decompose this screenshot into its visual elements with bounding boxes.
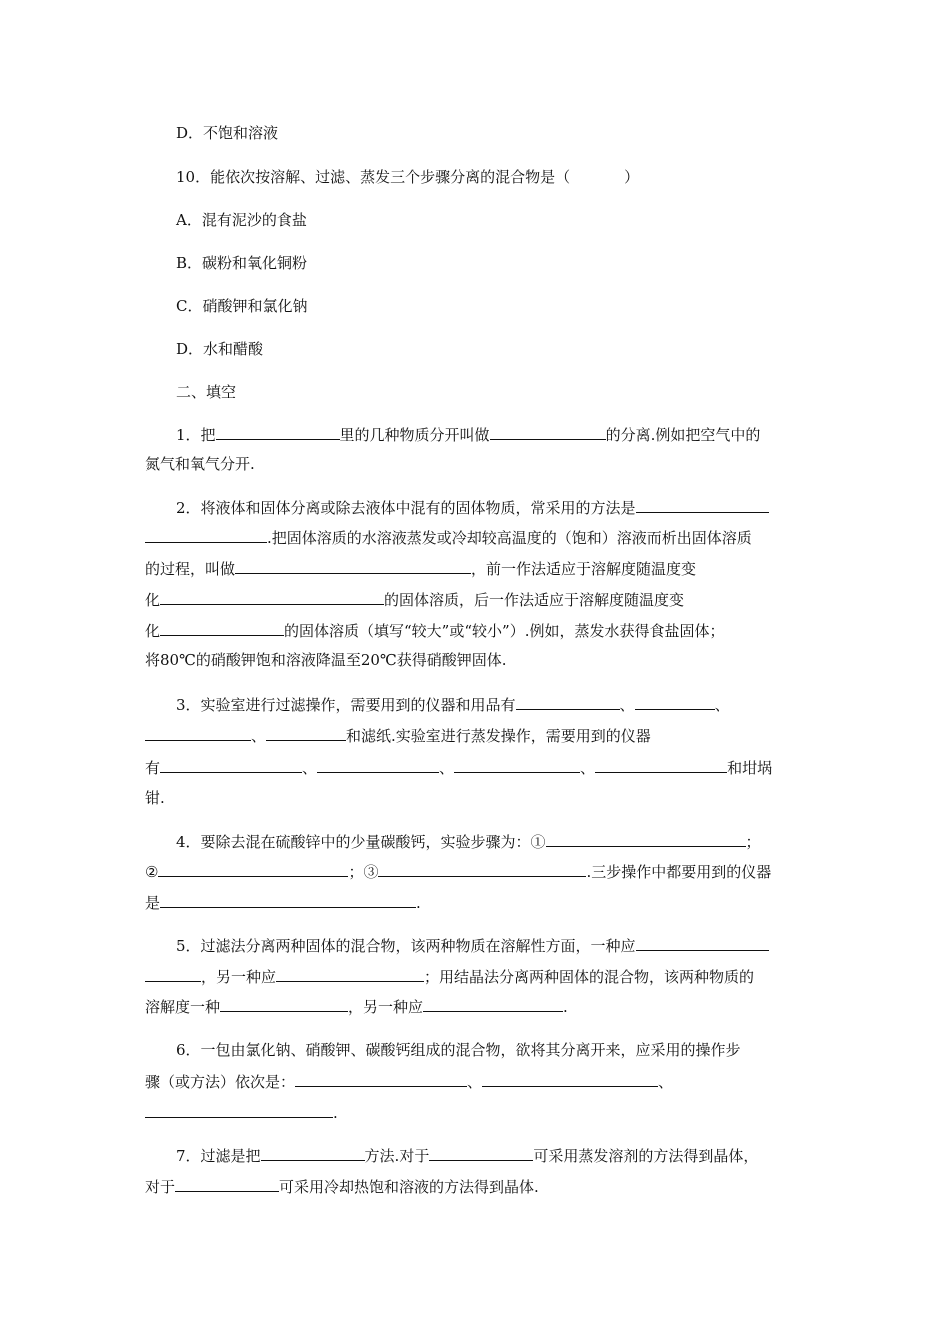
fill-3-line-3 (145, 757, 772, 778)
fill-4-text-a: 4．要除去混在硫酸锌中的少量碳酸钙，实验步骤为：① (176, 833, 546, 851)
fill-5-blank-1b[interactable] (145, 966, 201, 982)
fill-4-circle-3: ③ (363, 863, 379, 881)
fill-7-blank-2[interactable] (429, 1145, 533, 1161)
fill-6-blank-1[interactable] (295, 1071, 467, 1087)
fill-7-line-2 (145, 1176, 539, 1197)
fill-2-text-b: .把固体溶质的水溶液蒸发或冷却较高温度的（饱和）溶液而析出固体溶质 (267, 529, 752, 547)
fill-2-text-c: 的过程，叫做 (145, 560, 236, 578)
fill-2-line-4 (145, 589, 684, 610)
fill-1-text-a: 1．把 (176, 426, 216, 444)
fill-3-sep: 、 (302, 759, 318, 777)
fill-5-line-2 (145, 966, 754, 987)
fill-3-sep: 、 (251, 727, 267, 745)
fill-6-line-1: 6．一包由氯化钠、硝酸钾、碳酸钙组成的混合物，欲将其分离开来，应采用的操作步 (176, 1041, 741, 1059)
fill-3-blank-8[interactable] (595, 757, 727, 773)
fill-2-line-5 (145, 620, 724, 641)
fill-4-dot: . (416, 894, 421, 912)
fill-1-line-1 (176, 424, 760, 445)
fill-3-blank-6[interactable] (317, 757, 439, 773)
fill-6-blank-2[interactable] (482, 1071, 658, 1087)
fill-4-blank-4[interactable] (160, 892, 416, 908)
fill-4-blank-1[interactable] (546, 831, 746, 847)
fill-7-blank-3[interactable] (175, 1176, 279, 1192)
q10-stem (176, 167, 639, 187)
fill-2-text-i: 将80℃的硝酸钾饱和溶液降温至20℃获得硝酸钾固体. (145, 651, 507, 669)
fill-6-line-2 (145, 1071, 673, 1092)
q10-stem-text: 10．能依次按溶解、过滤、蒸发三个步骤分离的混合物是（ (176, 168, 571, 186)
q10-option-c: C．硝酸钾和氯化钠 (176, 297, 308, 315)
fill-4-circle-2: ② (145, 863, 159, 881)
fill-2-line-1 (176, 497, 769, 518)
fill-4-blank-3[interactable] (378, 861, 586, 877)
fill-3-text-c: 有 (145, 759, 161, 777)
fill-3-text-b: 和滤纸.实验室进行蒸发操作，需要用到的仪器 (346, 727, 651, 745)
fill-3-line-1 (176, 694, 730, 715)
fill-3-text-a: 3．实验室进行过滤操作，需要用到的仪器和用品有 (176, 696, 516, 714)
section-heading: 二、填空 (176, 383, 237, 401)
fill-2-line-2 (145, 527, 752, 548)
fill-5-text-e: ，另一种应 (348, 998, 424, 1016)
fill-2-blank-1a[interactable] (636, 497, 769, 513)
fill-6-sep: 、 (467, 1073, 483, 1091)
fill-1-blank-2[interactable] (490, 424, 606, 440)
q10-option-d: D．水和醋酸 (176, 340, 264, 358)
fill-4-line-2 (145, 861, 771, 882)
fill-6-dot: . (333, 1104, 338, 1122)
fill-5-text-d: 溶解度一种 (145, 998, 221, 1016)
fill-2-text-g: 化 (145, 622, 161, 640)
fill-3-blank-7[interactable] (454, 757, 580, 773)
fill-5-line-1 (176, 935, 769, 956)
fill-6-blank-3[interactable] (145, 1102, 333, 1118)
fill-2-text-d: ，前一作法适应于溶解度随温度变 (471, 560, 697, 578)
fill-5-text-c: ；用结晶法分离两种固体的混合物，该两种物质的 (424, 968, 755, 986)
fill-2-text-a: 2．将液体和固体分离或除去液体中混有的固体物质，常采用的方法是 (176, 499, 636, 517)
fill-3-sep: 、 (580, 759, 596, 777)
fill-1-text-b: 里的几种物质分开叫做 (339, 426, 490, 444)
fill-7-text-a: 7．过滤是把 (176, 1147, 261, 1165)
fill-4-text-b: .三步操作中都要用到的仪器 (586, 863, 772, 881)
q10-option-a: A．混有泥沙的食盐 (176, 211, 307, 229)
fill-7-text-d: 对于 (145, 1178, 176, 1196)
fill-6-text-b: 骤（或方法）依次是： (145, 1073, 296, 1091)
fill-7-line-1 (176, 1145, 758, 1166)
fill-2-text-e: 化 (145, 591, 161, 609)
fill-3-blank-5[interactable] (160, 757, 302, 773)
fill-1-text-d: 氮气和氧气分开. (145, 455, 255, 473)
fill-3-sep: 、 (439, 759, 455, 777)
fill-1-blank-1[interactable] (216, 424, 340, 440)
fill-2-blank-4[interactable] (160, 620, 284, 636)
fill-7-text-b: 方法.对于 (364, 1147, 430, 1165)
fill-5-blank-2[interactable] (276, 966, 424, 982)
fill-7-blank-1[interactable] (261, 1145, 365, 1161)
fill-4-line-1 (176, 831, 761, 852)
fill-3-blank-3[interactable] (145, 725, 251, 741)
fill-5-dot: . (563, 998, 568, 1016)
fill-3-sep: 、 (619, 696, 635, 714)
fill-2-blank-3[interactable] (160, 589, 384, 605)
q10-option-b: B．碳粉和氧化铜粉 (176, 254, 308, 272)
fill-4-blank-2[interactable] (158, 861, 348, 877)
fill-3-blank-2[interactable] (635, 694, 715, 710)
fill-1-text-c: 的分离.例如把空气中的 (605, 426, 761, 444)
fill-2-blank-2[interactable] (235, 558, 471, 574)
fill-4-line-3 (145, 892, 421, 913)
fill-3-blank-1[interactable] (516, 694, 620, 710)
fill-5-blank-4[interactable] (423, 996, 563, 1012)
fill-3-text-d: 和坩埚 (727, 759, 773, 777)
fill-2-text-f: 的固体溶质，后一作法适应于溶解度随温度变 (384, 591, 685, 609)
fill-3-blank-4[interactable] (266, 725, 346, 741)
fill-5-text-a: 5．过滤法分离两种固体的混合物，该两种物质在溶解性方面，一种应 (176, 937, 636, 955)
fill-5-blank-1a[interactable] (636, 935, 769, 951)
fill-6-sep: 、 (658, 1073, 674, 1091)
fill-4-text-c: 是 (145, 894, 161, 912)
fill-3-text-e: 钳. (145, 789, 165, 807)
fill-5-blank-3[interactable] (220, 996, 348, 1012)
fill-2-line-3 (145, 558, 696, 579)
fill-7-text-c: 可采用蒸发溶剂的方法得到晶体， (533, 1147, 759, 1165)
fill-3-sep: 、 (714, 696, 730, 714)
fill-5-text-b: ，另一种应 (201, 968, 277, 986)
fill-2-blank-1b[interactable] (145, 527, 267, 543)
fill-4-semi: ； (745, 833, 761, 851)
fill-5-line-3 (145, 996, 568, 1017)
fill-3-line-2 (145, 725, 651, 746)
fill-6-line-3 (145, 1102, 338, 1123)
fill-7-text-e: 可采用冷却热饱和溶液的方法得到晶体. (279, 1178, 539, 1196)
q9-option-d: D．不饱和溶液 (176, 124, 279, 142)
q10-paren-close: ） (624, 168, 640, 186)
fill-4-semi: ； (348, 863, 364, 881)
fill-2-text-h: 的固体溶质（填写“较大”或“较小”）.例如，蒸发水获得食盐固体； (284, 622, 725, 640)
